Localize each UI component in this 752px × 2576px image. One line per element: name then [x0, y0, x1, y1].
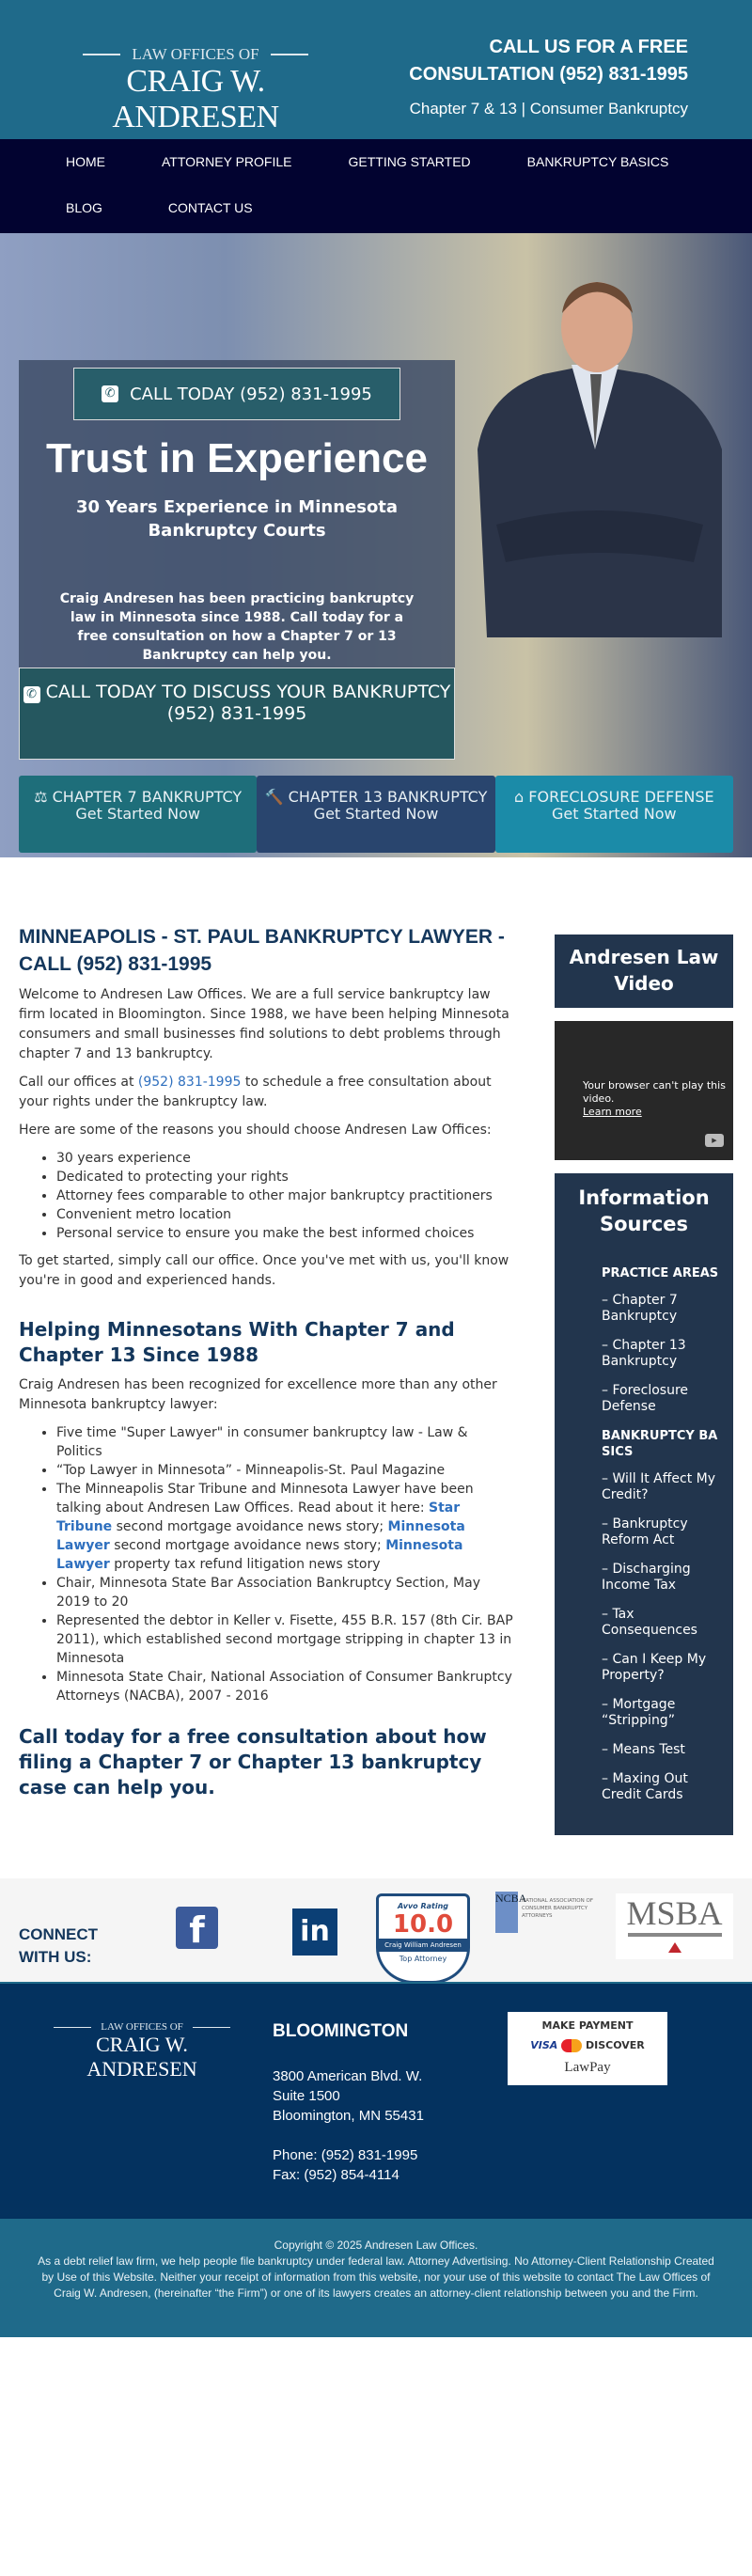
- facebook-icon[interactable]: f: [176, 1907, 218, 1949]
- main-content: [19, 923, 517, 1835]
- list-item: • Five time "Super Lawyer" in consumer bankruptcy law - Law & Politics: [56, 1423, 517, 1461]
- list-item: • Convenient metro location: [56, 1205, 517, 1224]
- star-tribune-link[interactable]: Star Tribune: [56, 1500, 461, 1534]
- footer-logo[interactable]: LAW OFFICES OF CRAIG W. ANDRESEN: [43, 2021, 241, 2081]
- sidebar-link[interactable]: – Chapter 13 Bankruptcy: [602, 1338, 686, 1369]
- nacba-logo[interactable]: NCBA NATIONAL ASSOCIATION OF CONSUMER BANKRUPTCY ATTORNEYS: [495, 1892, 618, 1933]
- tile-action: Get Started Now: [552, 805, 677, 823]
- connect-bar: [0, 1878, 752, 1982]
- intro-text: Welcome to Andresen Law Offices. We are a full service bankruptcy law firm located in Bloomington. Since 1988, we have been helping Minnesota consumers and small businesses find solutions to debt problems through chapter 7 and 13 bankruptcy.: [19, 987, 509, 1061]
- closing-text: To get started, simply call our office. Once you've met with us, you'll know you're in good and experienced hands.: [19, 1253, 509, 1288]
- minnesota-lawyer-link[interactable]: Minnesota Lawyer: [56, 1519, 465, 1553]
- discuss-phone: (952) 831-1995: [166, 703, 307, 724]
- youtube-icon[interactable]: ▶: [705, 1134, 724, 1147]
- reasons-list: [56, 1149, 517, 1243]
- nav-home[interactable]: HOME: [66, 154, 105, 169]
- list-item: • Chair, Minnesota State Bar Association Bankruptcy Section, May 2019 to 20: [56, 1574, 517, 1611]
- main-nav: [0, 139, 752, 233]
- mastercard-icon: [561, 2039, 582, 2052]
- msba-logo[interactable]: MSBA: [616, 1893, 733, 1959]
- section-heading: Helping Minnesotans With Chapter 7 and Chapter 13 Since 1988: [19, 1318, 455, 1366]
- disclaimer: As a debt relief law firm, we help people file bankruptcy under federal law. Attorney Advertising. No Attorney-Client Relationship Created by Use of this Website. Neither your receipt of information from this website, nor your use of this website to contact The Law Offices of Craig W. Andresen, (hereinafter “the Firm”) or one of its lawyers creates an attorney-client relationship between you and the Firm.: [38, 2254, 714, 2300]
- nav-bankruptcy-basics[interactable]: BANKRUPTCY BASICS: [526, 154, 669, 169]
- copyright: Copyright © 2025 Andresen Law Offices.: [274, 2238, 478, 2252]
- office-address: BLOOMINGTON 3800 American Blvd. W. Suite 1500 Bloomington, MN 55431 Phone: (952) 831-1995 Fax: (952) 854-4114: [273, 2021, 424, 2183]
- nav-contact-us[interactable]: CONTACT US: [167, 200, 253, 215]
- gavel-icon: 🔨: [264, 788, 284, 806]
- final-cta: Call today for a free consultation about how filing a Chapter 7 or Chapter 13 bankruptcy case can help you.: [19, 1725, 487, 1798]
- hero-subtitle: 30 Years Experience in Minnesota Bankruptcy Courts: [75, 497, 399, 541]
- information-sources: [555, 1173, 733, 1835]
- sidebar-link[interactable]: – Mortgage “Stripping”: [602, 1697, 676, 1728]
- nav-blog[interactable]: BLOG: [66, 200, 102, 215]
- list-item: • Personal service to ensure you make the best informed choices: [56, 1224, 517, 1243]
- logo-top: LAW OFFICES OF: [132, 45, 259, 63]
- list-item: • Attorney fees comparable to other major bankruptcy practitioners: [56, 1186, 517, 1205]
- hero: [0, 233, 752, 857]
- tile-action: Get Started Now: [313, 805, 439, 823]
- recognized-text: Craig Andresen has been recognized for excellence more than any other Minnesota bankruptcy lawyer:: [19, 1377, 497, 1412]
- tile-chapter-7[interactable]: [19, 776, 257, 853]
- make-payment-button[interactable]: MAKE PAYMENT VISA DISCOVER LawPay: [508, 2012, 667, 2085]
- attorney-photo: [459, 261, 731, 637]
- header-cta-line1: CALL US FOR A FREE: [489, 37, 688, 57]
- scales-icon: ⚖: [34, 788, 48, 806]
- sidebar-link[interactable]: – Will It Affect My Credit?: [602, 1471, 716, 1502]
- sidebar-link[interactable]: – Means Test: [602, 1742, 685, 1757]
- sidebar-link[interactable]: – Maxing Out Credit Cards: [602, 1771, 688, 1802]
- call-offices-text: Call our offices at (952) 831-1995 to schedule a free consultation about your rights under the bankruptcy law.: [19, 1075, 492, 1109]
- office-name: BLOOMINGTON: [273, 2021, 409, 2041]
- sidebar-link[interactable]: – Can I Keep My Property?: [602, 1652, 707, 1683]
- connect-label: CONNECT WITH US:: [19, 1925, 99, 1966]
- phone-icon: ✆: [24, 686, 40, 703]
- call-today-label: CALL TODAY (952) 831-1995: [130, 384, 372, 404]
- home-icon: ⌂: [514, 788, 525, 806]
- video-player[interactable]: [555, 1021, 733, 1160]
- page-title: MINNEAPOLIS - ST. PAUL BANKRUPTCY LAWYER - CALL (952) 831-1995: [19, 926, 505, 975]
- sidebar-link[interactable]: – Chapter 7 Bankruptcy: [602, 1293, 678, 1324]
- reasons-intro: Here are some of the reasons you should choose Andresen Law Offices:: [19, 1123, 492, 1138]
- site-header: [0, 0, 752, 139]
- sidebar-link[interactable]: – Discharging Income Tax: [602, 1562, 691, 1593]
- hero-title: Trust in Experience: [46, 435, 428, 481]
- tile-title: FORECLOSURE DEFENSE: [528, 788, 714, 806]
- list-item: • Minnesota State Chair, National Association of Consumer Bankruptcy Attorneys (NACBA), 2007 - 2016: [56, 1668, 517, 1705]
- hero-text: Craig Andresen has been practicing bankruptcy law in Minnesota since 1988. Call today for a free consultation on how a Chapter 7 or 13 Bankruptcy can help you.: [59, 591, 415, 663]
- tile-foreclosure[interactable]: [495, 776, 733, 853]
- sidebar-link[interactable]: – Foreclosure Defense: [602, 1383, 689, 1414]
- tile-title: CHAPTER 13 BANKRUPTCY: [288, 788, 488, 806]
- site-footer: [0, 1982, 752, 2219]
- list-item: • Dedicated to protecting your rights: [56, 1168, 517, 1186]
- footer-fax: Fax: (952) 854-4114: [273, 2167, 400, 2183]
- minnesota-lawyer-link-2[interactable]: Minnesota Lawyer: [56, 1538, 463, 1572]
- call-today-button[interactable]: [73, 368, 400, 420]
- phone-icon: ✆: [102, 385, 118, 402]
- video-message: Your browser can't play this video.: [583, 1079, 726, 1105]
- phone-link[interactable]: (952) 831-1995: [137, 1075, 242, 1090]
- header-cta-phone[interactable]: CONSULTATION (952) 831-1995: [409, 64, 688, 85]
- learn-more-link[interactable]: Learn more: [583, 1106, 642, 1118]
- list-item: • “Top Lawyer in Minnesota” - Minneapolis-St. Paul Magazine: [56, 1461, 517, 1480]
- awards-list: [56, 1423, 517, 1705]
- tile-chapter-13[interactable]: [257, 776, 494, 853]
- discuss-label: CALL TODAY TO DISCUSS YOUR BANKRUPTCY: [45, 682, 451, 702]
- list-item: • Represented the debtor in Keller v. Fisette, 455 B.R. 157 (8th Cir. BAP 2011), which established second mortgage stripping in chapter 13 in Minnesota: [56, 1611, 517, 1668]
- header-subtitle: Chapter 7 & 13 | Consumer Bankruptcy: [409, 100, 688, 118]
- hero-panel: [19, 360, 455, 668]
- nav-getting-started[interactable]: GETTING STARTED: [348, 154, 471, 169]
- linkedin-icon[interactable]: in: [292, 1908, 337, 1956]
- bankruptcy-basics-label: BANKRUPTCY BASICS: [602, 1429, 718, 1459]
- copyright-bar: [0, 2219, 752, 2337]
- info-title: Information Sources: [578, 1186, 710, 1235]
- discuss-bankruptcy-button[interactable]: [19, 668, 455, 760]
- logo-name: CRAIG W. ANDRESEN: [112, 64, 279, 134]
- sidebar-link[interactable]: – Bankruptcy Reform Act: [602, 1516, 688, 1547]
- practice-areas-label: PRACTICE AREAS: [602, 1266, 719, 1280]
- list-item: • 30 years experience: [56, 1149, 517, 1168]
- list-item: • The Minneapolis Star Tribune and Minnesota Lawyer have been talking about Andresen Law Offices. Read about it here: Star Tribune second mortgage avoidance news story; Minnesota Lawyer second mortgage avoidance news story; Minnesota Lawyer property tax refund litigation news story: [56, 1480, 517, 1574]
- footer-phone[interactable]: Phone: (952) 831-1995: [273, 2147, 418, 2163]
- site-logo[interactable]: [45, 45, 346, 135]
- sidebar: [555, 923, 733, 1835]
- avvo-badge[interactable]: Avvo Rating 10.0 Craig William Andresen Top Attorney: [376, 1893, 470, 1984]
- sidebar-link[interactable]: – Tax Consequences: [602, 1607, 697, 1638]
- tile-action: Get Started Now: [75, 805, 200, 823]
- nav-attorney-profile[interactable]: ATTORNEY PROFILE: [162, 154, 292, 169]
- tile-title: CHAPTER 7 BANKRUPTCY: [52, 788, 243, 806]
- video-title: Andresen Law Video: [555, 935, 733, 1008]
